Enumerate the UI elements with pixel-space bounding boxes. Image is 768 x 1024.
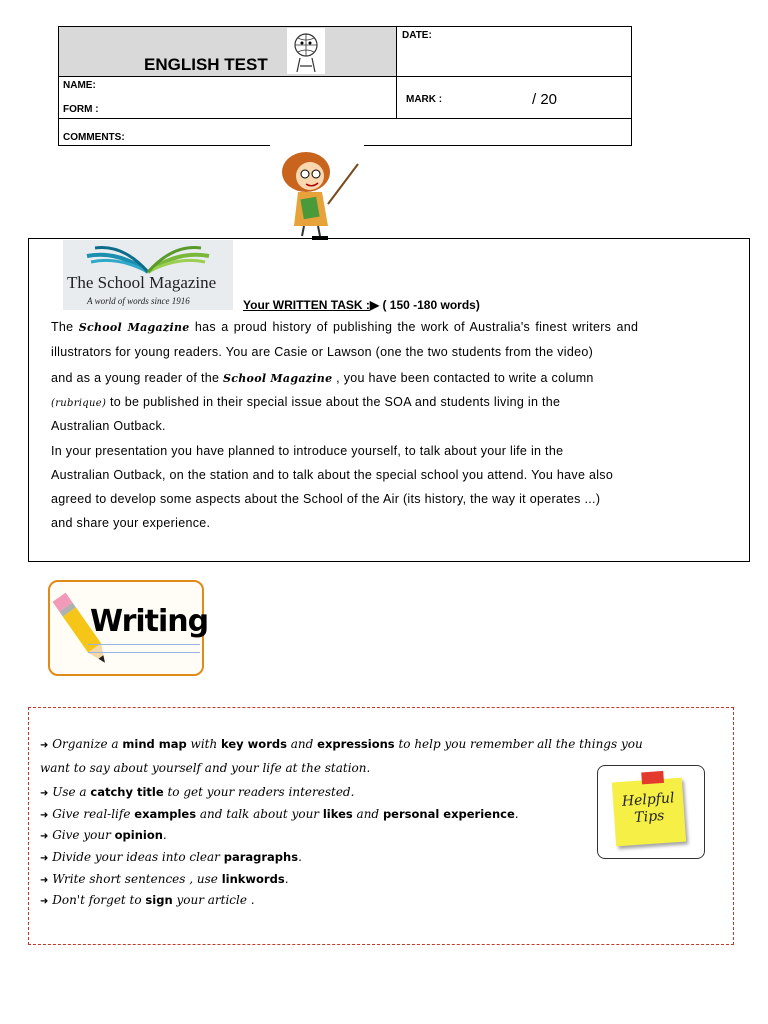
form-label: FORM :: [63, 104, 99, 115]
arrow-icon: ➜: [40, 788, 49, 799]
task-heading-underlined: Your WRITTEN TASK :: [243, 298, 370, 312]
tip-linkwords: ➜ Write short sentences , use linkwords.: [40, 872, 289, 886]
mark-label: MARK :: [406, 94, 443, 105]
mark-cell: [397, 77, 631, 119]
tip-opinion: ➜ Give your opinion.: [40, 828, 167, 842]
tips-label: Tips: [633, 807, 665, 827]
sticky-note: [612, 778, 686, 847]
arrow-icon: ➜: [40, 896, 49, 907]
name-label: NAME:: [63, 80, 96, 91]
tip-mind-map: ➜ Organize a mind map with key words and expressions to help you remember all the things you: [40, 737, 643, 751]
arrow-icon: ➜: [40, 853, 49, 864]
date-cell: [397, 27, 631, 77]
task-line-4: (rubrique) to be published in their special issue about the SOA and students living in the: [51, 395, 561, 409]
teacher-cartoon-icon: [268, 144, 364, 240]
arrow-icon: ➜: [40, 810, 49, 821]
tip-title: ➜ Use a catchy title to get your readers interested.: [40, 785, 355, 799]
tip-mind-map-cont: want to say about yourself and your life at the station.: [40, 761, 371, 775]
task-line-8: agreed to develop some aspects about the School of the Air (its history, the way it operates ...): [51, 492, 601, 506]
school-magazine-logo: [63, 240, 233, 310]
helpful-tips-note: [597, 765, 705, 859]
task-line-2: illustrators for young readers. You are Casie or Lawson (one the two students from the video): [51, 345, 594, 359]
tape-icon: [641, 771, 664, 785]
magazine-name: School Magazine: [223, 372, 333, 385]
task-line-1: The School Magazine has a proud history of publishing the work of Australia's finest writers and: [51, 320, 639, 334]
test-title: ENGLISH TEST: [144, 55, 268, 74]
arrow-icon: ➜: [40, 831, 49, 842]
name-form-cell: [59, 77, 397, 119]
header-table: [58, 26, 632, 146]
globe-cartoon-icon: [287, 28, 325, 74]
arrow-icon: ➜: [40, 875, 49, 886]
task-heading: [243, 298, 480, 312]
writing-badge: [48, 580, 209, 676]
logo-subtitle: A world of words since 1916: [87, 296, 190, 306]
task-word-count: ( 150 -180 words): [379, 298, 480, 312]
magazine-name: School Magazine: [78, 321, 190, 334]
arrow-icon: ➜: [40, 740, 49, 751]
task-line-5: Australian Outback.: [51, 419, 166, 433]
mark-value: / 20: [532, 91, 558, 108]
play-triangle-icon: ▶: [369, 298, 380, 312]
task-paragraph: [51, 320, 737, 540]
date-label: DATE:: [402, 30, 432, 41]
tip-paragraphs: ➜ Divide your ideas into clear paragraphs.: [40, 850, 302, 864]
task-line-3: and as a young reader of the School Magazine , you have been contacted to write a column: [51, 371, 594, 385]
tip-examples: ➜ Give real-life examples and talk about your likes and personal experience.: [40, 807, 519, 821]
task-line-9: and share your experience.: [51, 516, 211, 530]
comments-label: COMMENTS:: [63, 132, 125, 143]
logo-title: The School Magazine: [67, 273, 217, 292]
writing-label: Writing: [90, 604, 209, 639]
title-cell: [59, 27, 397, 77]
helpful-label: Helpful: [621, 790, 675, 810]
tip-sign: ➜ Don't forget to sign your article .: [40, 893, 255, 907]
task-line-7: Australian Outback, on the station and to talk about the special school you attend. You have also: [51, 468, 614, 482]
rubrique-note: (rubrique): [51, 398, 107, 409]
task-line-6: In your presentation you have planned to introduce yourself, to talk about your life in the: [51, 444, 564, 458]
open-book-icon: [83, 242, 213, 274]
